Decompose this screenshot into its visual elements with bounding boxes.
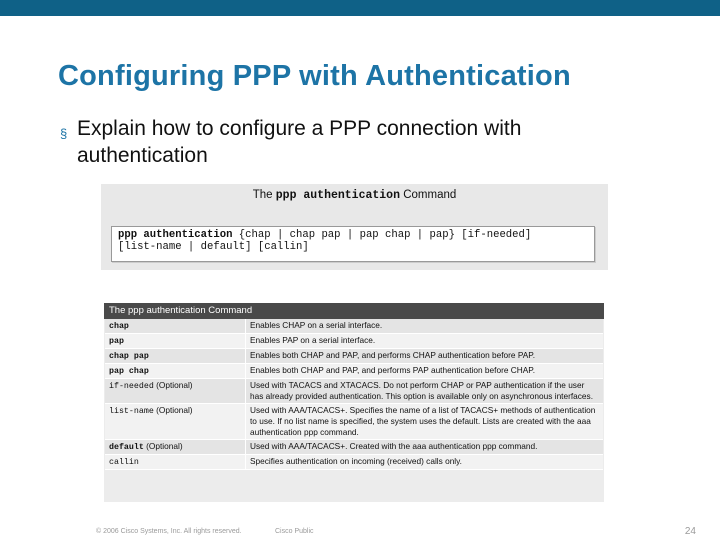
parameter-cell bbox=[105, 379, 246, 404]
parameter-keyword: callin bbox=[109, 458, 139, 467]
page-number: 24 bbox=[684, 526, 696, 537]
parameter-description: Enables CHAP on a serial interface. bbox=[246, 319, 604, 334]
table-row bbox=[105, 404, 603, 440]
parameter-description: Used with AAA/TACACS+. Specifies the name of a list of TACACS+ methods of authentication to use. If no list name is specified, the system uses the default. Lists are created with the aaa authentication ppp command. bbox=[246, 404, 604, 440]
table-row bbox=[105, 334, 603, 349]
footer-copyright: © 2006 Cisco Systems, Inc. All rights reserved. bbox=[96, 528, 242, 535]
parameter-description: Enables PAP on a serial interface. bbox=[246, 334, 604, 349]
command-syntax-box bbox=[111, 226, 595, 262]
caption-suffix: Command bbox=[403, 189, 457, 201]
bullet-text: Explain how to configure a PPP connection with authentication bbox=[77, 117, 522, 167]
parameter-description: Used with TACACS and XTACACS. Do not perform CHAP or PAP authentication if the user has already provided authentication. This option is available only on asynchronous interfaces. bbox=[246, 379, 604, 404]
parameter-keyword: pap chap bbox=[109, 367, 149, 376]
footer-classification: Cisco Public bbox=[275, 528, 314, 535]
table-row bbox=[105, 440, 603, 455]
parameter-cell bbox=[105, 455, 246, 470]
parameter-description: Enables both CHAP and PAP, and performs PAP authentication before CHAP. bbox=[246, 364, 604, 379]
parameter-description: Enables both CHAP and PAP, and performs CHAP authentication before PAP. bbox=[246, 349, 604, 364]
table-row bbox=[105, 364, 603, 379]
bullet-point bbox=[60, 115, 620, 169]
parameter-cell bbox=[105, 349, 246, 364]
caption-code: ppp authentication bbox=[275, 189, 400, 202]
bullet-marker: § bbox=[60, 126, 68, 141]
command-syntax-figure bbox=[101, 184, 608, 270]
page-title: Configuring PPP with Authentication bbox=[58, 60, 571, 92]
table-row bbox=[105, 379, 603, 404]
parameter-keyword: pap bbox=[109, 337, 124, 346]
parameter-cell bbox=[105, 404, 246, 440]
table-header: The ppp authentication Command bbox=[104, 303, 604, 319]
parameters-table bbox=[105, 319, 603, 470]
parameter-keyword: if-needed bbox=[109, 382, 154, 391]
parameter-cell bbox=[105, 334, 246, 349]
syntax-line-1 bbox=[118, 229, 588, 241]
table-row bbox=[105, 349, 603, 364]
syntax-line-2: [list-name | default] [callin] bbox=[118, 241, 309, 253]
parameter-keyword: chap bbox=[109, 322, 129, 331]
parameter-cell bbox=[105, 364, 246, 379]
parameter-cell bbox=[105, 440, 246, 455]
parameter-cell bbox=[105, 319, 246, 334]
parameter-keyword: default bbox=[109, 443, 144, 452]
figure-caption bbox=[101, 189, 608, 202]
table-row bbox=[105, 455, 603, 470]
parameter-keyword: chap pap bbox=[109, 352, 149, 361]
table-row bbox=[105, 319, 603, 334]
top-banner bbox=[0, 0, 720, 16]
command-table bbox=[104, 303, 604, 502]
parameter-keyword: list-name bbox=[109, 407, 154, 416]
syntax-options: {chap | chap pap | pap chap | pap} [if-needed] bbox=[232, 229, 532, 241]
caption-prefix: The bbox=[252, 189, 273, 201]
parameter-description: Specifies authentication on incoming (received) calls only. bbox=[246, 455, 604, 470]
parameter-optional: (Optional) bbox=[143, 441, 183, 451]
parameter-description: Used with AAA/TACACS+. Created with the aaa authentication ppp command. bbox=[246, 440, 604, 455]
parameter-optional: (Optional) bbox=[153, 405, 193, 415]
syntax-keyword: ppp authentication bbox=[118, 229, 233, 241]
parameter-optional: (Optional) bbox=[153, 380, 193, 390]
